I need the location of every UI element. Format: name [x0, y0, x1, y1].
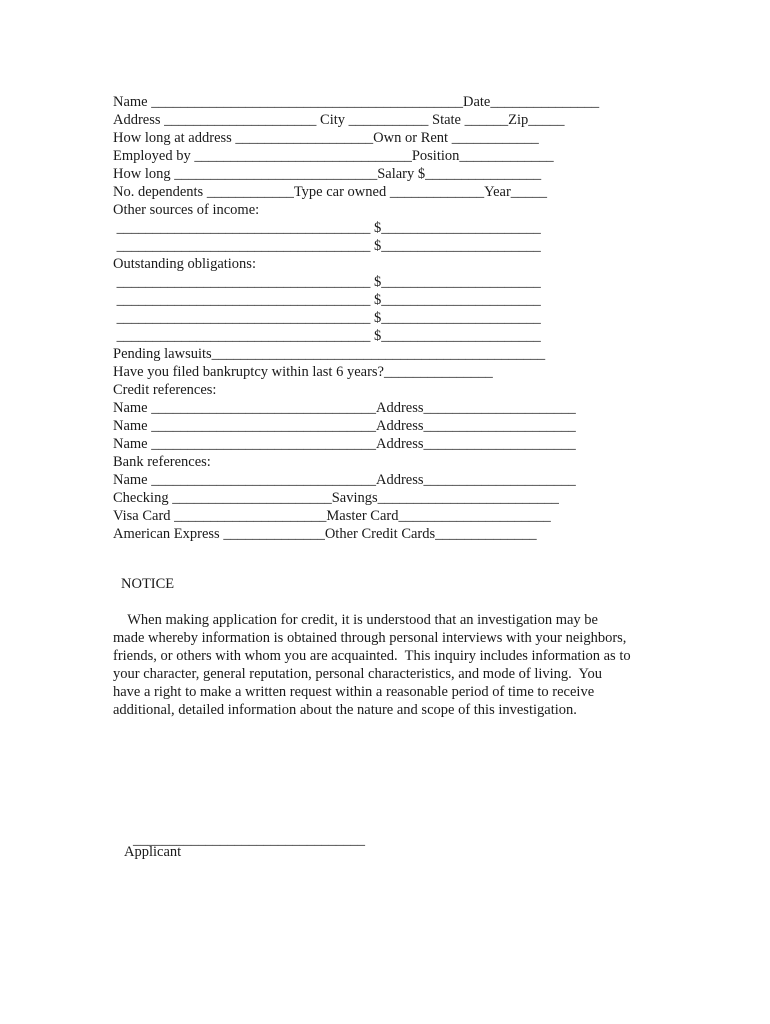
notice-line: additional, detailed information about the nature and scope of this investigation. — [113, 702, 577, 718]
credit-references-heading: Credit references: — [113, 382, 217, 398]
notice-line: friends, or others with whom you are acquainted. This inquiry includes information as to — [113, 648, 631, 664]
name-date-line[interactable]: Name ___________________________________________Date_______________ — [113, 94, 600, 110]
dependents-car-line[interactable]: No. dependents ____________Type car owned _____________Year_____ — [113, 184, 548, 200]
how-long-at-address-line[interactable]: How long at address ___________________Own or Rent ____________ — [113, 130, 539, 146]
notice-body — [113, 611, 673, 719]
other-income-heading: Other sources of income: — [113, 202, 260, 218]
notice-line: your character, general reputation, personal characteristics, and mode of living. You — [113, 666, 603, 682]
obligations-heading: Outstanding obligations: — [113, 256, 256, 272]
notice-title: NOTICE — [121, 576, 175, 592]
applicant-signature-line[interactable]: ________________________________ — [133, 832, 365, 848]
bank-references-heading: Bank references: — [113, 454, 211, 470]
pending-lawsuits-line[interactable]: Pending lawsuits______________________________________________ — [113, 346, 546, 362]
address-line[interactable]: Address _____________________ City ___________ State ______Zip_____ — [113, 112, 565, 128]
other-income-row-2[interactable]: ___________________________________ $______________________ — [113, 238, 541, 254]
obligation-row-1[interactable]: ___________________________________ $______________________ — [113, 274, 541, 290]
obligation-row-4[interactable]: ___________________________________ $______________________ — [113, 328, 541, 344]
bankruptcy-line[interactable]: Have you filed bankruptcy within last 6 years?_______________ — [113, 364, 493, 380]
applicant-label: Applicant — [124, 844, 182, 860]
credit-application-form — [113, 93, 673, 543]
obligation-row-2[interactable]: ___________________________________ $______________________ — [113, 292, 541, 308]
employed-by-line[interactable]: Employed by ______________________________Position_____________ — [113, 148, 554, 164]
obligation-row-3[interactable]: ___________________________________ $______________________ — [113, 310, 541, 326]
bank-reference-row[interactable]: Name _______________________________Address_____________________ — [113, 472, 576, 488]
notice-line: When making application for credit, it is understood that an investigation may be — [113, 612, 598, 628]
notice-line: made whereby information is obtained through personal interviews with your neighbors, — [113, 630, 627, 646]
credit-reference-row-3[interactable]: Name _______________________________Address_____________________ — [113, 436, 576, 452]
notice-line: have a right to make a written request within a reasonable period of time to receive — [113, 684, 595, 700]
other-income-row-1[interactable]: ___________________________________ $______________________ — [113, 220, 541, 236]
how-long-salary-line[interactable]: How long ____________________________Salary $________________ — [113, 166, 542, 182]
visa-mastercard-line[interactable]: Visa Card _____________________Master Card_____________________ — [113, 508, 551, 524]
checking-savings-line[interactable]: Checking ______________________Savings_________________________ — [113, 490, 559, 506]
credit-reference-row-2[interactable]: Name _______________________________Address_____________________ — [113, 418, 576, 434]
credit-reference-row-1[interactable]: Name _______________________________Address_____________________ — [113, 400, 576, 416]
amex-other-cards-line[interactable]: American Express ______________Other Credit Cards______________ — [113, 526, 537, 542]
